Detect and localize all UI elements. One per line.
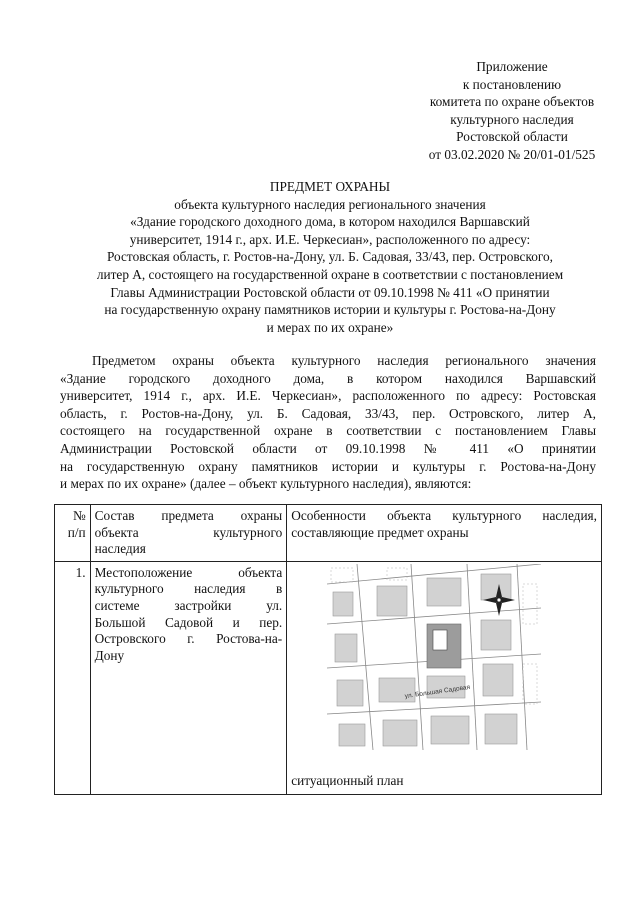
- title-line: на государственную охрану памятников истории и культуры г. Ростова-на-Дону: [104, 302, 556, 318]
- map-street-label: ул. Большая Садовая: [404, 683, 471, 700]
- paragraph-line: Предметом охраны объекта культурного наследия регионального значения: [92, 353, 596, 368]
- title-line: объекта культурного наследия регионального значения: [174, 196, 486, 212]
- title-line: «Здание городского доходного дома, в котором находился Варшавский: [130, 214, 530, 230]
- paragraph-line: Администрации Ростовской области от 09.10.1998 № 411 «О принятии: [60, 440, 596, 456]
- body-paragraph: [60, 352, 596, 493]
- title-line: университет, 1914 г., арх. И.Е. Черкесиан», расположенного по адресу:: [129, 231, 531, 247]
- document-heading: ПРЕДМЕТ ОХРАНЫ: [269, 179, 391, 194]
- row-composition-cell: [90, 561, 287, 794]
- header-features-cell: [287, 505, 602, 562]
- appendix-line: культурного наследия: [450, 111, 574, 127]
- paragraph-line: состоящего на государственной охране в соответствии с постановлением Главы: [60, 423, 596, 439]
- paragraph-line: «Здание городского доходного дома, в котором находился Варшавский: [60, 370, 596, 386]
- map-caption: ситуационный план: [291, 773, 404, 789]
- appendix-line: Приложение: [476, 59, 548, 74]
- header-composition-line: наследия: [94, 541, 146, 557]
- row-composition-line: Местоположение объекта: [94, 564, 283, 580]
- table-header-row: [55, 505, 602, 562]
- paragraph-line: область, г. Ростов-на-Дону, ул. Б. Садовая, 33/43, пер. Островского, литер А,: [60, 405, 596, 421]
- row-features-cell: [287, 561, 602, 794]
- appendix-line: Ростовской области: [456, 129, 568, 145]
- header-composition-line: объекта культурного: [94, 524, 283, 540]
- header-number-line: п/п: [67, 524, 86, 540]
- protection-table: [54, 504, 602, 795]
- row-composition-line: системе застройки ул.: [94, 597, 283, 613]
- appendix-line: комитета по охране объектов: [429, 94, 595, 110]
- situation-plan-map: [327, 564, 541, 750]
- header-composition-line: Состав предмета охраны: [94, 508, 283, 523]
- header-features-line: Особенности объекта культурного наследия,: [291, 508, 597, 523]
- header-number-cell: [55, 505, 91, 562]
- appendix-block: [380, 58, 640, 164]
- paragraph-line: на государственную охрану памятников истории и культуры г. Ростова-на-Дону: [60, 458, 596, 474]
- header-features-line: составляющие предмет охраны: [291, 524, 469, 540]
- title-line: Ростовская область, г. Ростов-на-Дону, ул. Б. Садовая, 33/43, пер. Островского,: [106, 249, 553, 265]
- row-composition-line: Островского г. Ростова-на-: [94, 631, 283, 647]
- object-building: [433, 630, 447, 650]
- paragraph-line: и мерах по их охране» (далее – объект культурного наследия), являются:: [60, 476, 472, 492]
- title-line: Главы Администрации Ростовской области от 09.10.1998 № 411 «О принятии: [110, 284, 550, 300]
- header-number-line: №: [72, 508, 86, 523]
- paragraph-line: университет, 1914 г., арх. И.Е. Черкесиан», расположенного по адресу: Ростовская: [60, 388, 596, 404]
- title-line: литер А, состоящего на государственной охране в соответствии с постановлением: [96, 266, 564, 282]
- row-composition-line: культурного наследия в: [94, 581, 283, 597]
- table-row: [55, 561, 602, 794]
- header-composition-cell: [90, 505, 287, 562]
- document-title-block: [40, 178, 620, 336]
- row-number-cell: 1.: [55, 561, 91, 794]
- title-line: и мерах по их охране»: [266, 319, 394, 335]
- appendix-line: к постановлению: [462, 76, 562, 92]
- appendix-line: от 03.02.2020 № 20/01-01/525: [428, 146, 596, 162]
- row-composition-line: Большой Садовой и пер.: [94, 614, 283, 630]
- row-composition-line: Дону: [94, 647, 125, 663]
